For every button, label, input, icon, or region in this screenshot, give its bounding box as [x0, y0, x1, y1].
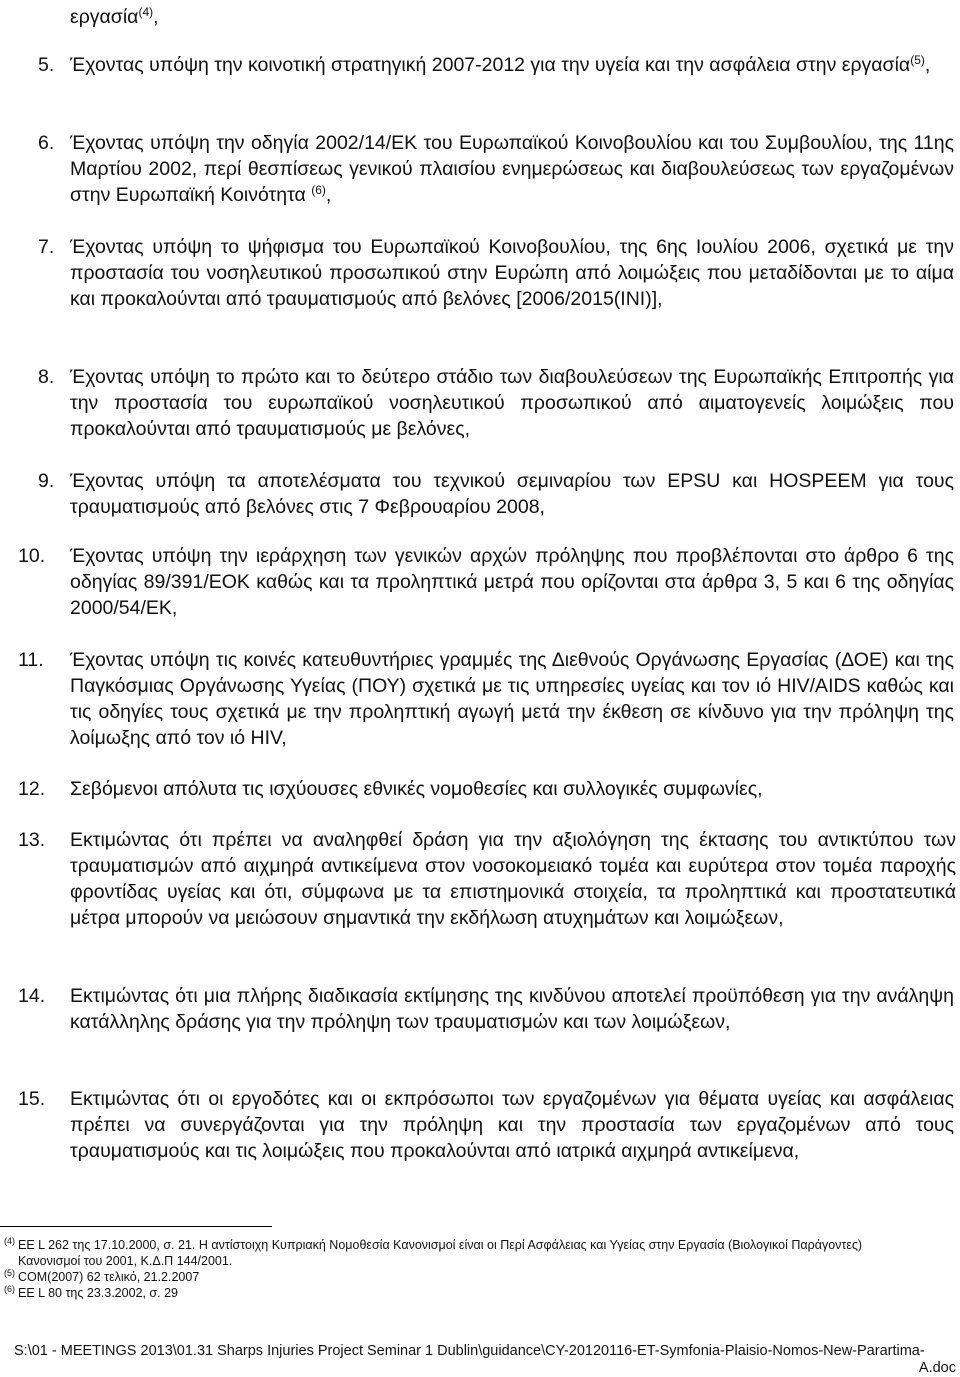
item-number: 10. — [18, 545, 46, 567]
item-text: Σεβόμενοι απόλυτα τις ισχύουσες εθνικές νομοθεσίες και συλλογικές συμφωνίες, — [70, 778, 763, 800]
item-number: 11. — [18, 649, 44, 671]
file-path-footer — [14, 1343, 956, 1377]
item-text: Έχοντας υπόψη τα αποτελέσματα του τεχνικού σεμιναρίου των EPSU και HOSPEEM για τους τραυματισμούς από βελόνες στις 7 Φεβρουαρίου 2008, — [70, 470, 954, 518]
item-trail: , — [924, 54, 931, 76]
footnote-ref: (4) — [138, 5, 154, 19]
footnote — [4, 1237, 904, 1269]
item-body: Έχοντας υπόψη την οδηγία 2002/14/ΕΚ του Ευρωπαϊκού Κοινοβουλίου και του Συμβουλίου, της 11ης Μαρτίου 2002, περί θεσπίσεως γενικού πλαισίου ενημερώσεως και διαβουλεύσεως των εργαζομένων στην Ευρωπαϊκή Κοινότητα — [70, 132, 954, 206]
footnote-mark: (6) — [4, 1284, 15, 1294]
item-number: 6. — [38, 132, 55, 154]
item-text: Έχοντας υπόψη το ψήφισμα του Ευρωπαϊκού Κοινοβουλίου, της 6ης Ιουλίου 2006, σχετικά με την προστασία του νοσηλευτικού προσωπικού στην Ευρώπη από λοιμώξεις που μεταδίδονται με το αίμα και προκαλούνται από τραυματισμούς από βελόνες [2006/2015(INI)], — [70, 236, 954, 310]
item-text: Έχοντας υπόψη την ιεράρχηση των γενικών αρχών πρόληψης που προβλέπονται στο άρθρο 6 της οδηγίας 89/391/ΕΟΚ καθώς και τα προληπτικά μετρά που ορίζονται στα άρθρα 3, 5 και 6 της οδηγίας 2000/54/ΕΚ, — [70, 545, 954, 619]
item-number: 13. — [18, 829, 46, 851]
item-number: 7. — [38, 236, 55, 258]
item-text — [70, 52, 954, 78]
footnote-ref: (6) — [311, 183, 326, 197]
item-number: 14. — [18, 985, 46, 1007]
footnote-text: EE L 80 της 23.3.2002, σ. 29 — [18, 1286, 178, 1300]
footnote — [4, 1285, 904, 1301]
footnote-text: ΕΕ L 262 της 17.10.2000, σ. 21. Η αντίστοιχη Κυπριακή Νομοθεσία Κανονισμοί είναι οι Περί Ασφάλειας και Υγείας στην Εργασία (Βιολογικοί Παράγοντες) Κανονισμοί του 2001, Κ.Δ.Π 144/2001. — [18, 1238, 863, 1268]
item-text — [70, 130, 954, 208]
item-number: 8. — [38, 366, 55, 388]
top-fragment — [70, 4, 159, 30]
item-number: 12. — [18, 778, 46, 800]
item-text: Εκτιμώντας ότι οι εργοδότες και οι εκπρόσωποι των εργαζομένων για θέματα υγείας και ασφάλειας πρέπει να συνεργάζονται για την πρόληψη και την προστασία των εργαζομένων από τους τραυματισμούς και τις λοιμώξεις που προκαλούνται από ιατρικά αιχμηρά αντικείμενα, — [70, 1088, 954, 1162]
footnote-mark: (5) — [4, 1268, 15, 1278]
item-text: Εκτιμώντας ότι μια πλήρης διαδικασία εκτίμησης της κινδύνου αποτελεί προϋπόθεση για την ανάληψη κατάλληλης δράσης για την πρόληψη των τραυματισμών και των λοιμώξεων, — [70, 985, 954, 1033]
footnote-mark: (4) — [4, 1236, 15, 1246]
item-number: 15. — [18, 1088, 46, 1110]
top-fragment-text: εργασία — [70, 6, 139, 28]
footnote-ref: (5) — [910, 53, 925, 67]
footnote — [4, 1269, 904, 1285]
item-trail: , — [325, 184, 332, 206]
footnote-text: COM(2007) 62 τελικό, 21.2.2007 — [18, 1270, 200, 1284]
item-number: 9. — [38, 470, 55, 492]
footnote-divider — [0, 1226, 272, 1227]
item-text: Έχοντας υπόψη τις κοινές κατευθυντήριες γραμμές της Διεθνούς Οργάνωσης Εργασίας (ΔΟΕ) και της Παγκόσμιας Οργάνωσης Υγείας (ΠΟΥ) σχετικά με τις υπηρεσίες υγείας και τον ιό HIV/AIDS καθώς και τις οδηγίες τους σχετικά με την προληπτική αγωγή μετά την έκθεση σε κίνδυνο για την πρόληψη της λοίμωξης από τον ιό HIV, — [70, 649, 954, 749]
footer-path-end: A.doc — [918, 1360, 956, 1376]
footer-path: S:\01 - MEETINGS 2013\01.31 Sharps Injuries Project Seminar 1 Dublin\guidance\CY-20120116-ET-Symfonia-Plaisio-Nomos-New-Parartima- — [14, 1343, 925, 1359]
item-text: Εκτιμώντας ότι πρέπει να αναληφθεί δράση για την αξιολόγηση της έκτασης του αντικτύπου των τραυματισμών από αιχμηρά αντικείμενα στον νοσοκομειακό τομέα και ευρύτερα στον τομέα παροχής φροντίδας υγείας και ότι, σύμφωνα με τα επιστημονικά στοιχεία, τα προληπτικά και προστατευτικά μέτρα μπορούν να μειώσουν σημαντικά την εκδήλωση ατυχημάτων και λοιμώξεων, — [70, 829, 956, 929]
item-body: Έχοντας υπόψη την κοινοτική στρατηγική 2007-2012 για την υγεία και την ασφάλεια στην εργασία — [70, 54, 911, 76]
item-text: Έχοντας υπόψη το πρώτο και το δεύτερο στάδιο των διαβουλεύσεων της Ευρωπαϊκής Επιτροπής για την προστασία του ευρωπαϊκού νοσηλευτικού προσωπικού από αιματογενείς λοιμώξεις που προκαλούνται από τραυματισμούς με βελόνες, — [70, 366, 954, 440]
top-fragment-trail: , — [153, 6, 159, 28]
item-number: 5. — [38, 54, 55, 76]
footnotes — [4, 1237, 904, 1301]
